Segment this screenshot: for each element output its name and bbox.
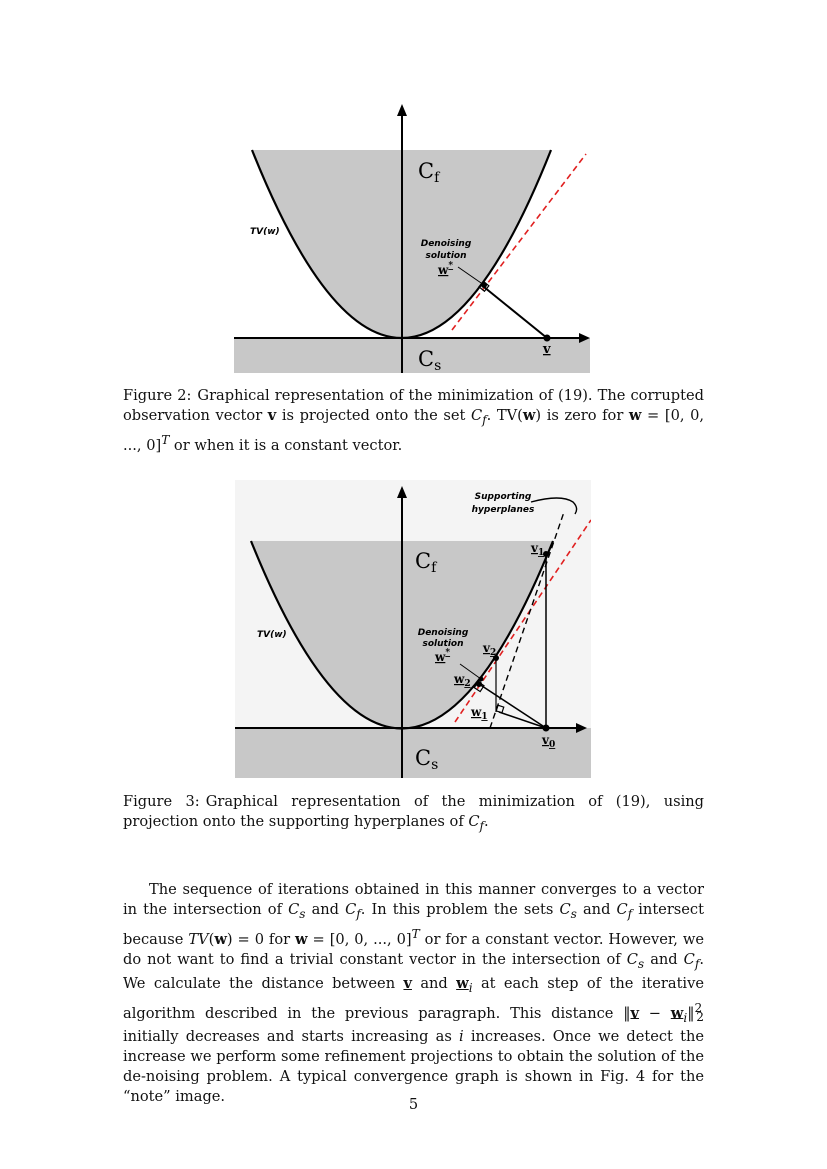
denoise-label-line2: solution xyxy=(422,639,464,649)
wstar-label: w* xyxy=(438,261,454,277)
figure-3 xyxy=(235,480,591,780)
cs-region xyxy=(234,338,590,373)
v-point xyxy=(544,335,551,342)
figure-3-caption-label: Figure 3: xyxy=(123,793,200,810)
denoise-label-line1: Denoising xyxy=(417,628,469,638)
v1-label: $v_1$ xyxy=(531,541,545,558)
supporting-label-line1: Supporting xyxy=(474,492,532,502)
cs-label: Cs xyxy=(415,746,439,773)
tv-label: TV(w) xyxy=(257,630,287,640)
cs-region xyxy=(235,728,591,778)
denoise-label-line1: Denoising xyxy=(420,239,472,249)
v0-point xyxy=(543,725,550,732)
figure-2-caption-label: Figure 2: xyxy=(123,387,192,404)
page-number: 5 xyxy=(408,1096,419,1113)
cf-label: Cf xyxy=(415,549,437,576)
figure-2-caption: Figure 2: Graphical representation of the minimization of (19). The corrupted observation vector v is projected onto the set $C_f$. TV(w) is zero for w = [0, 0, ..., 0]$^T$ or when it is a constant vector. xyxy=(123,387,705,454)
supporting-label-line2: hyperplanes xyxy=(471,505,535,515)
w2-label: $w_2$ xyxy=(454,672,471,689)
wstar-label: w* xyxy=(435,648,451,664)
tv-label: TV(w) xyxy=(250,227,280,237)
w2-point xyxy=(476,681,482,687)
projection-line xyxy=(484,287,547,338)
figure-3-caption: Figure 3: Graphical representation of the minimization of (19), using projection onto the supporting hyperplanes of $C_f$. xyxy=(123,793,704,833)
figure-2-diagram xyxy=(234,100,594,375)
body-paragraph: The sequence of iterations obtained in this manner converges to a vector in the intersection of $C_s$ and $C_f$. In this problem the sets $C_s$ and $C_f$ intersect because TV(w) = 0 for w = [0, 0, ..., 0]$^T$ or for a constant vector. However, we do not want to find a trivial constant vector in the intersection of $C_s$ and $C_f$. We calculate the distance between v and $w_i$ at each step of the iterative algorithm described in the previous paragraph. This distance ‖v − $w_i‖^2_2$ initially decreases and starts increasing as i increases. Once we detect the increase we perform some refinement projections to obtain the solution of the de-noising problem. A typical convergence graph is shown in Fig. 4 for the “note” image. xyxy=(123,881,704,1106)
y-axis-arrow xyxy=(397,104,407,116)
cs-label: Cs xyxy=(418,347,442,374)
v-label: v xyxy=(543,342,551,357)
figure-2 xyxy=(234,100,594,375)
cf-label: Cf xyxy=(418,159,440,186)
denoise-label-line2: solution xyxy=(425,251,467,261)
figure-3-diagram xyxy=(235,480,591,780)
w1-label: $w_1$ xyxy=(471,705,488,722)
v2-label: $v_2$ xyxy=(483,641,497,658)
v0-label: $v_0$ xyxy=(542,733,556,750)
